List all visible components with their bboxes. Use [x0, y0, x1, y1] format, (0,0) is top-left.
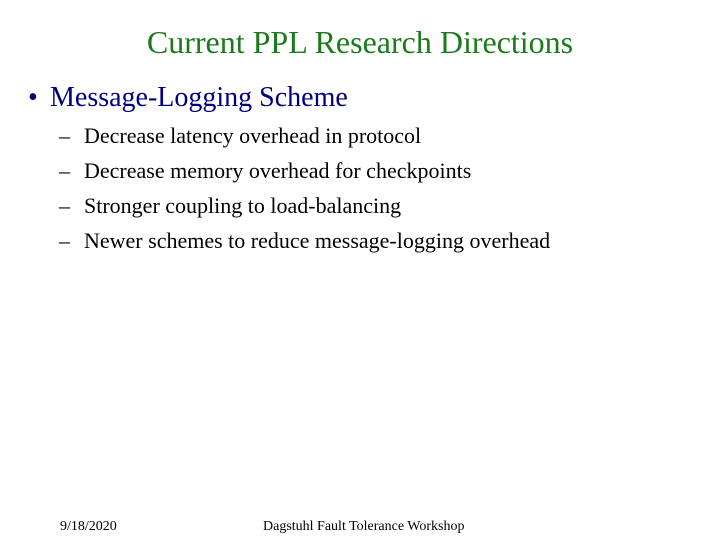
sub-bullet-list: [59, 118, 550, 258]
sub-bullet-text: Decrease memory overhead for checkpoints: [84, 158, 472, 183]
sub-bullet-text: Newer schemes to reduce message-logging overhead: [84, 228, 551, 253]
sub-bullet-item: [59, 188, 550, 223]
bullet-marker: •: [28, 82, 38, 113]
slide-title: Current PPL Research Directions: [146, 24, 574, 60]
sub-bullet-marker: –: [59, 193, 70, 218]
footer-date: 9/18/2020: [60, 519, 117, 534]
sub-bullet-marker: –: [59, 228, 70, 253]
main-bullet: [28, 80, 348, 116]
main-bullet-text: Message-Logging Scheme: [50, 82, 348, 113]
sub-bullet-item: [59, 153, 550, 188]
sub-bullet-text: Decrease latency overhead in protocol: [84, 123, 422, 148]
sub-bullet-item: [59, 118, 550, 153]
footer-event: Dagstuhl Fault Tolerance Workshop: [263, 519, 465, 534]
sub-bullet-item: [59, 223, 550, 258]
sub-bullet-marker: –: [59, 158, 70, 183]
sub-bullet-text: Stronger coupling to load-balancing: [84, 193, 402, 218]
sub-bullet-marker: –: [59, 123, 70, 148]
